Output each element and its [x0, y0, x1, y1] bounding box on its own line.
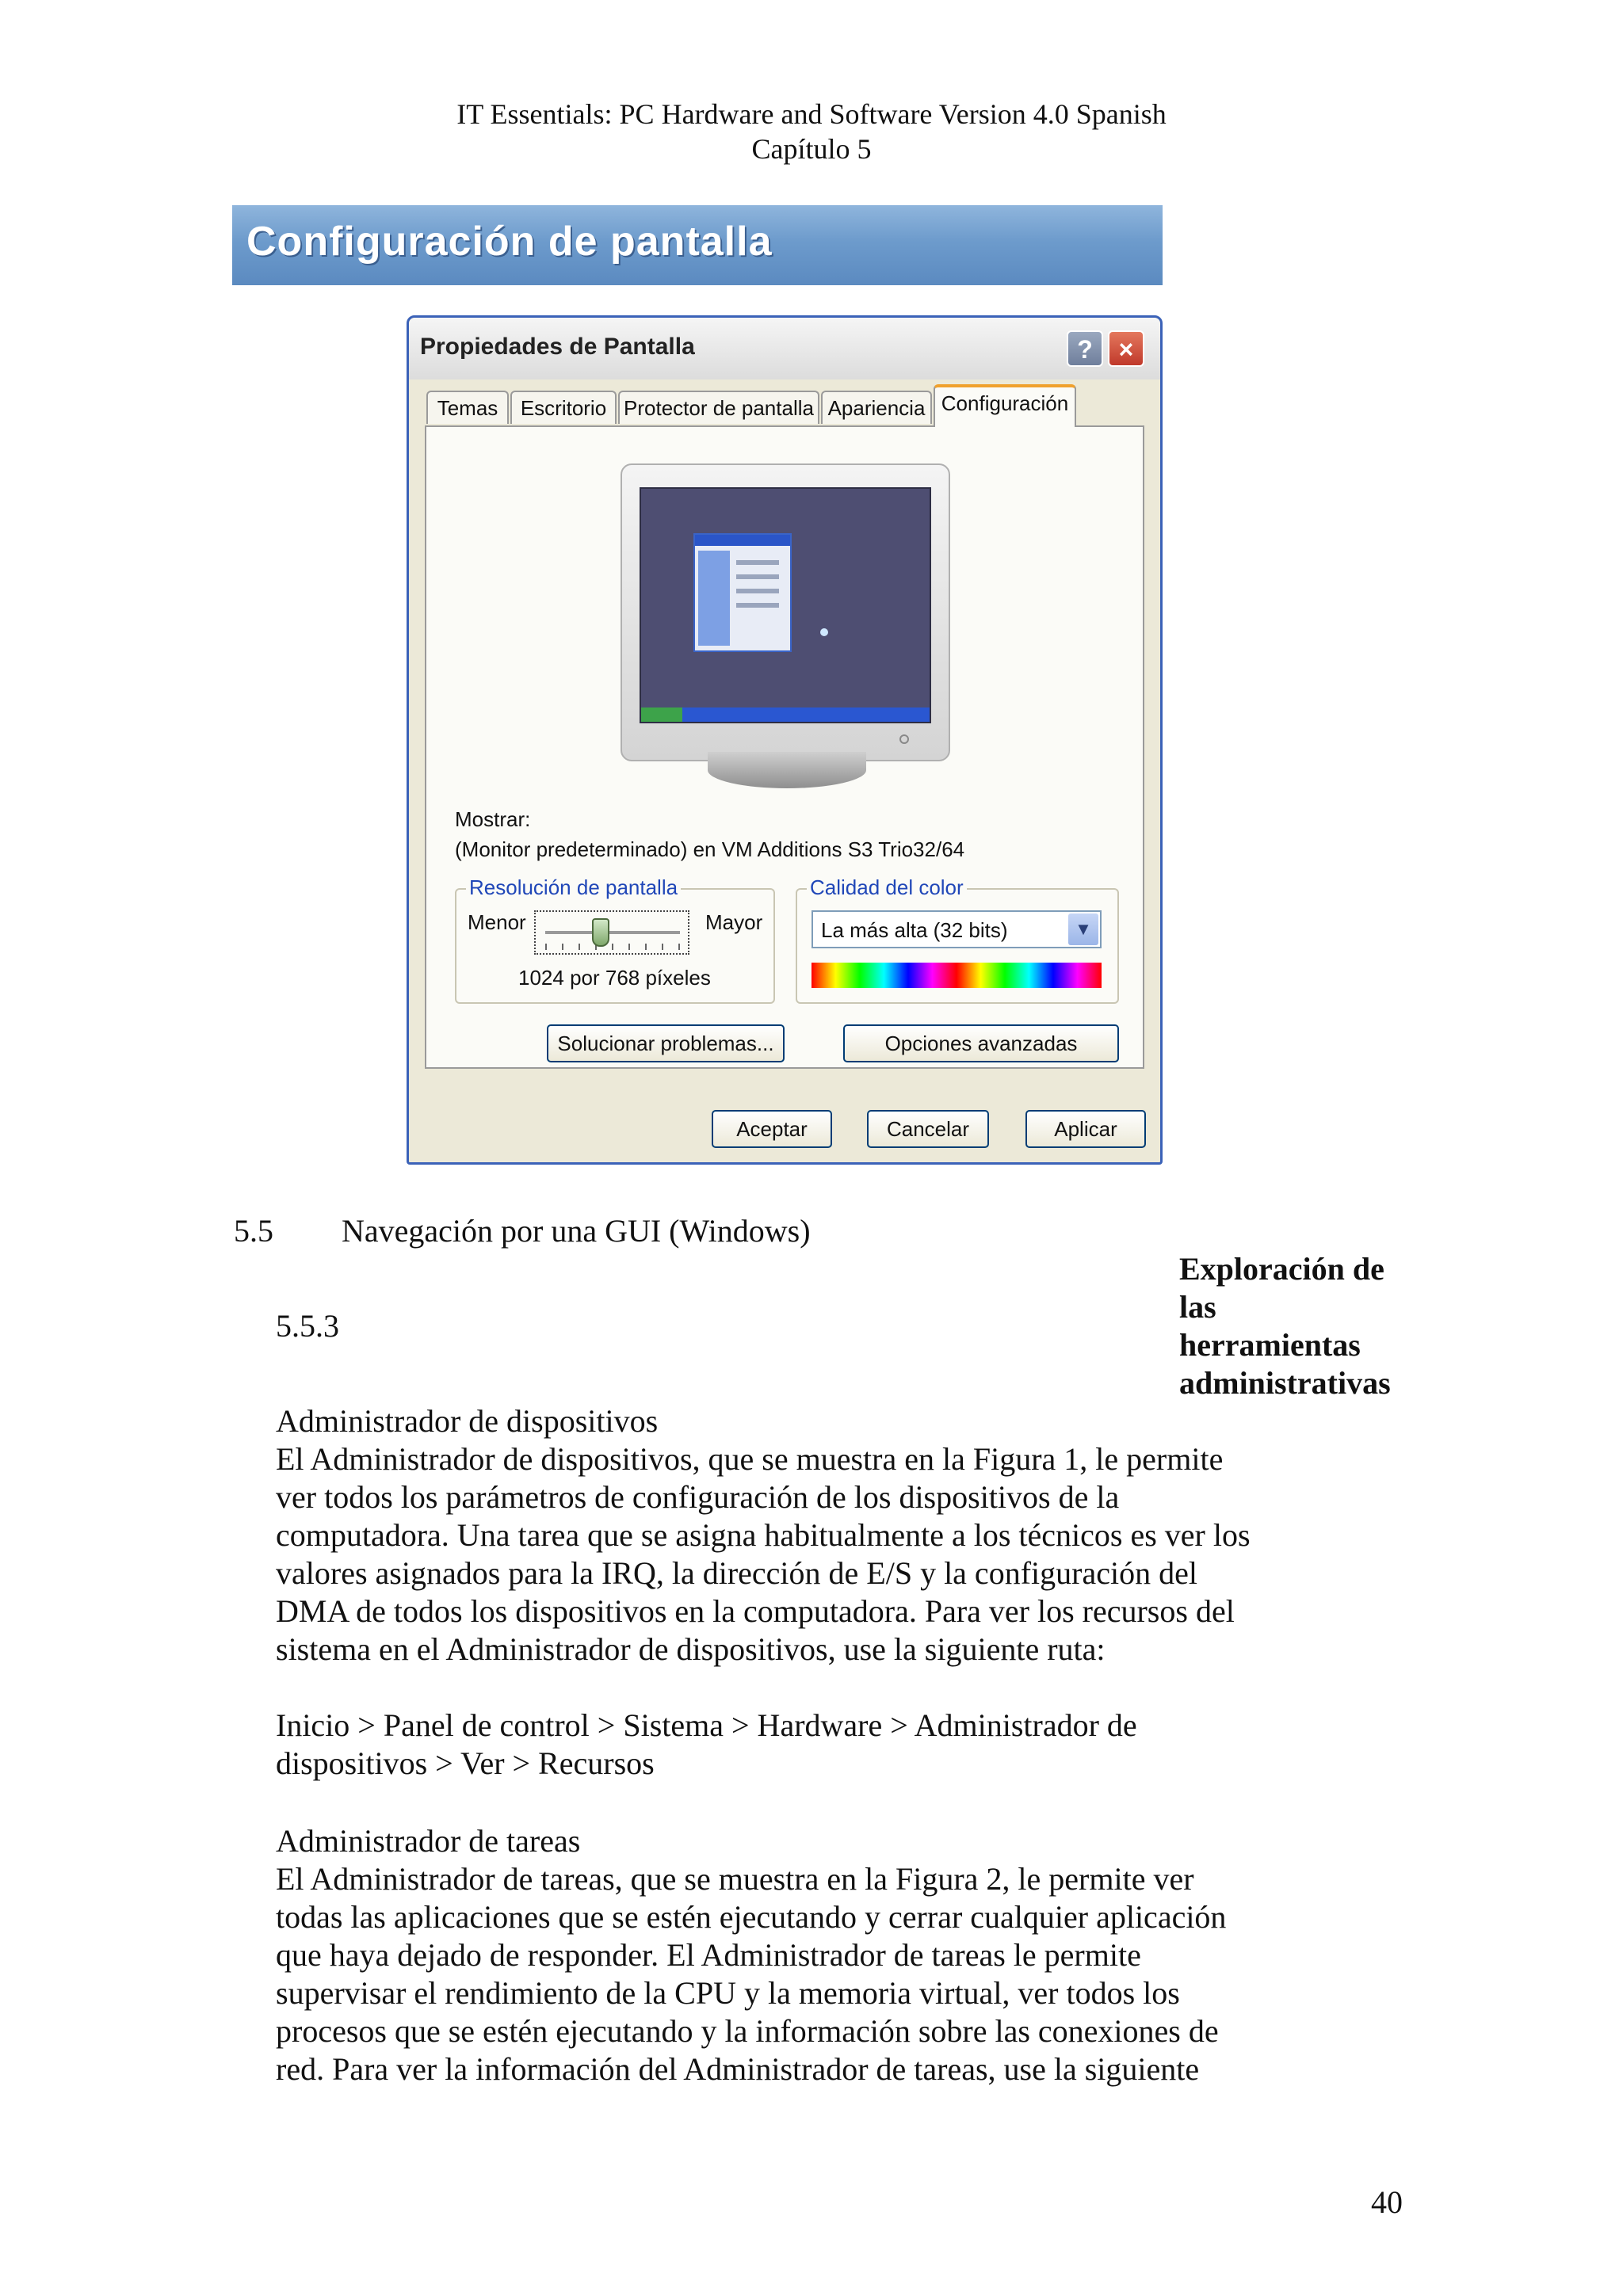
- device-manager-section: Administrador de dispositivos El Administrador de dispositivos, que se muestra en la Figura 1, le permite ver todos los parámetros de configuración de los dispositivos de la computadora. Una tarea que se asigna habitualmente a los técnicos es ver los valores asignados para la IRQ, la dirección de E/S y la configuración del DMA de todos los dispositivos en la computadora. Para ver los recursos del sistema en el Administrador de dispositivos, use la siguiente ruta:: [276, 1403, 1251, 1667]
- tab-escritorio[interactable]: Escritorio: [510, 391, 617, 424]
- task-manager-heading: Administrador de tareas: [276, 1823, 581, 1859]
- resolution-slider[interactable]: [534, 910, 689, 955]
- preview-window-thumbnail: [693, 533, 792, 652]
- page-number: 40: [1371, 2184, 1403, 2220]
- tab-configuracion[interactable]: Configuración: [934, 384, 1076, 427]
- display-properties-dialog: [407, 315, 1163, 1165]
- color-quality-value: La más alta (32 bits): [821, 918, 1008, 942]
- preview-taskbar: [641, 707, 930, 722]
- monitor-preview: [621, 463, 950, 761]
- figure-banner: [232, 205, 1163, 285]
- monitor-stand: [708, 752, 866, 788]
- color-quality-select[interactable]: [812, 910, 1102, 948]
- apply-button[interactable]: Aplicar: [1025, 1110, 1146, 1148]
- task-manager-section: Administrador de tareas El Administrador de tareas, que se muestra en la Figura 2, le permite ver todas las aplicaciones que se estén ejecutando y cerrar cualquier aplicación que haya dejado de responder. El Administrador de tareas le permite supervisar el rendimiento de la CPU y la memoria virtual, ver todos los procesos que se estén ejecutando y la información sobre las conexiones de red. Para ver la información del Administrador de tareas, use la siguiente: [276, 1823, 1227, 2087]
- document-title: IT Essentials: PC Hardware and Software Version 4.0 Spanish: [456, 98, 1167, 130]
- color-quality-group: [796, 875, 1119, 1004]
- desktop-cursor-icon: [820, 628, 828, 636]
- chapter-label: Capítulo 5: [751, 133, 872, 165]
- color-spectrum-bar: [812, 963, 1102, 988]
- close-icon[interactable]: ×: [1108, 330, 1144, 367]
- resolution-value: 1024 por 768 píxeles: [518, 966, 711, 990]
- power-led-icon: [899, 734, 909, 744]
- resolution-group: [455, 875, 775, 1004]
- chevron-down-icon[interactable]: ▼: [1068, 913, 1098, 945]
- subsection-title: Exploración de las herramientas administrativas: [1179, 1251, 1391, 1401]
- resolution-max-label: Mayor: [705, 910, 763, 934]
- device-manager-heading: Administrador de dispositivos: [276, 1403, 659, 1439]
- color-quality-label: Calidad del color: [807, 875, 967, 900]
- section-title: Navegación por una GUI (Windows): [342, 1213, 811, 1249]
- cancel-button[interactable]: Cancelar: [867, 1110, 989, 1148]
- settings-panel: [425, 425, 1144, 1069]
- ok-button[interactable]: Aceptar: [712, 1110, 832, 1148]
- dialog-titlebar: [409, 318, 1160, 379]
- troubleshoot-button[interactable]: Solucionar problemas...: [547, 1024, 785, 1062]
- help-icon[interactable]: ?: [1067, 330, 1103, 367]
- device-manager-path: Inicio > Panel de control > Sistema > Hardware > Administrador de dispositivos > Ver > Recursos: [276, 1707, 1137, 1781]
- tab-apariencia[interactable]: Apariencia: [821, 391, 932, 424]
- section-number: 5.5: [234, 1213, 273, 1249]
- display-label: Mostrar:: [455, 807, 531, 831]
- resolution-slider-thumb[interactable]: [592, 918, 609, 947]
- monitor-screen: [640, 487, 931, 723]
- subsection-number: 5.5.3: [276, 1308, 339, 1344]
- display-value: (Monitor predeterminado) en VM Additions S3 Trio32/64: [455, 837, 965, 861]
- dialog-title: Propiedades de Pantalla: [420, 334, 695, 360]
- advanced-options-button[interactable]: Opciones avanzadas: [843, 1024, 1119, 1062]
- resolution-min-label: Menor: [468, 910, 526, 934]
- resolution-label: Resolución de pantalla: [466, 875, 681, 900]
- figure-banner-title: Configuración de pantalla: [246, 219, 773, 265]
- start-button-thumbnail: [641, 707, 682, 722]
- tab-protector-de-pantalla[interactable]: Protector de pantalla: [618, 391, 819, 424]
- tab-temas[interactable]: Temas: [426, 391, 509, 424]
